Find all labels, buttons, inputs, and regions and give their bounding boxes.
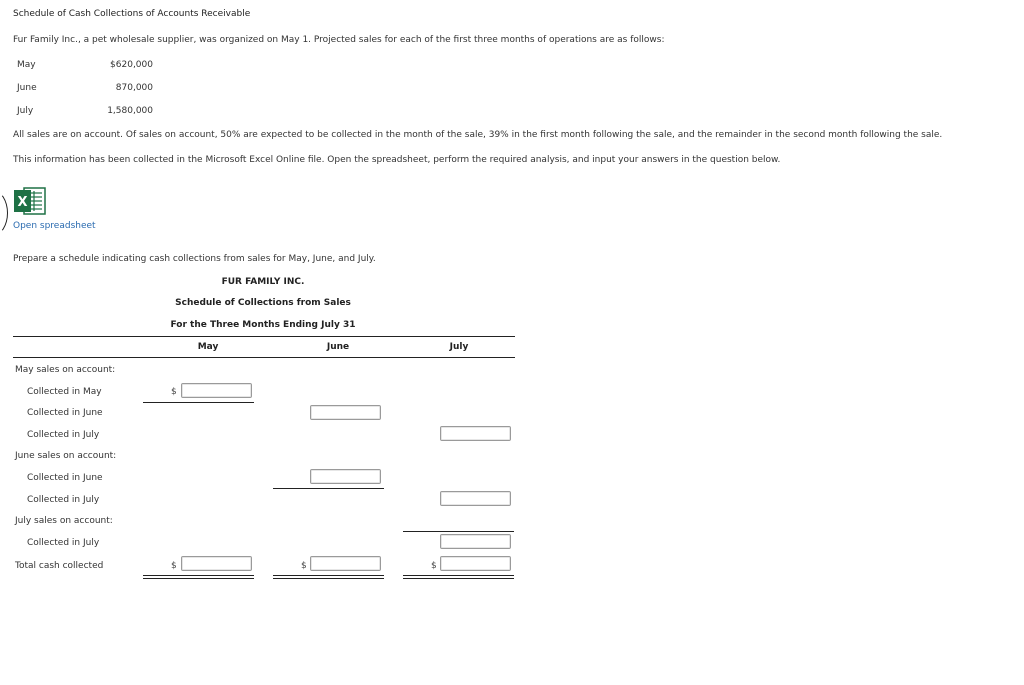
sales-amount-july: 1,580,000 xyxy=(107,106,153,116)
may-col-subtotal-rule xyxy=(143,402,254,403)
header-top-rule xyxy=(13,336,515,337)
sales-month-july: July xyxy=(17,106,34,116)
row-june-collected-june: Collected in June xyxy=(27,473,103,483)
july-col-subtotal-rule xyxy=(403,531,514,532)
row-july-collected-july: Collected in July xyxy=(27,538,100,548)
june-collected-june-input[interactable] xyxy=(310,469,381,484)
sales-month-may: May xyxy=(17,60,36,70)
dollar-sign: $ xyxy=(171,387,177,397)
instruction-text: Prepare a schedule indicating cash collections from sales for May, June, and July. xyxy=(13,254,376,264)
schedule-company-name: FUR FAMILY INC. xyxy=(221,277,305,287)
section-july-sales: July sales on account: xyxy=(15,516,113,526)
dollar-sign: $ xyxy=(171,561,177,571)
total-june-input[interactable] xyxy=(310,556,381,571)
total-may-double-rule xyxy=(143,578,254,579)
june-collected-july-input[interactable] xyxy=(440,491,511,506)
total-june-double-rule xyxy=(273,578,384,579)
svg-text:X: X xyxy=(17,195,28,210)
spreadsheet-note: This information has been collected in the Microsoft Excel Online file. Open the spreadsheet, perform the required analysis, and input your answers in the question below. xyxy=(13,155,781,165)
total-may-double-rule xyxy=(143,575,254,576)
july-collected-july-input[interactable] xyxy=(440,534,511,549)
sales-amount-may: $620,000 xyxy=(110,60,153,70)
header-bottom-rule xyxy=(13,357,515,358)
row-may-collected-may: Collected in May xyxy=(27,387,102,397)
sales-month-june: June xyxy=(17,83,37,93)
column-header-may: May xyxy=(197,342,219,352)
june-col-subtotal-rule xyxy=(273,488,384,489)
row-june-collected-july: Collected in July xyxy=(27,495,100,505)
row-total-cash-collected: Total cash collected xyxy=(15,561,104,571)
total-july-double-rule xyxy=(403,575,514,576)
row-may-collected-june: Collected in June xyxy=(27,408,103,418)
total-july-double-rule xyxy=(403,578,514,579)
section-may-sales: May sales on account: xyxy=(15,365,116,375)
total-june-double-rule xyxy=(273,575,384,576)
excel-spreadsheet-icon[interactable] xyxy=(13,186,46,216)
column-header-july: July xyxy=(449,342,469,352)
collection-note: All sales are on account. Of sales on account, 50% are expected to be collected in the month of the sale, 39% in the first month following the sale, and the remainder in the second month following the sale. xyxy=(13,130,943,140)
may-collected-may-input[interactable] xyxy=(181,383,252,398)
page-title: Schedule of Cash Collections of Accounts Receivable xyxy=(13,9,251,19)
row-may-collected-july: Collected in July xyxy=(27,430,100,440)
total-july-input[interactable] xyxy=(440,556,511,571)
total-may-input[interactable] xyxy=(181,556,252,571)
dollar-sign: $ xyxy=(301,561,307,571)
dollar-sign: $ xyxy=(431,561,437,571)
may-collected-july-input[interactable] xyxy=(440,426,511,441)
page-edge-arc xyxy=(0,190,8,236)
schedule-title: Schedule of Collections from Sales xyxy=(175,298,351,308)
may-collected-june-input[interactable] xyxy=(310,405,381,420)
column-header-june: June xyxy=(326,342,350,352)
problem-intro: Fur Family Inc., a pet wholesale supplier, was organized on May 1. Projected sales for each of the first three months of operations are as follows: xyxy=(13,35,665,45)
sales-amount-june: 870,000 xyxy=(115,83,153,93)
section-june-sales: June sales on account: xyxy=(15,451,117,461)
open-spreadsheet-link[interactable]: Open spreadsheet xyxy=(13,221,96,231)
schedule-period: For the Three Months Ending July 31 xyxy=(170,320,356,330)
